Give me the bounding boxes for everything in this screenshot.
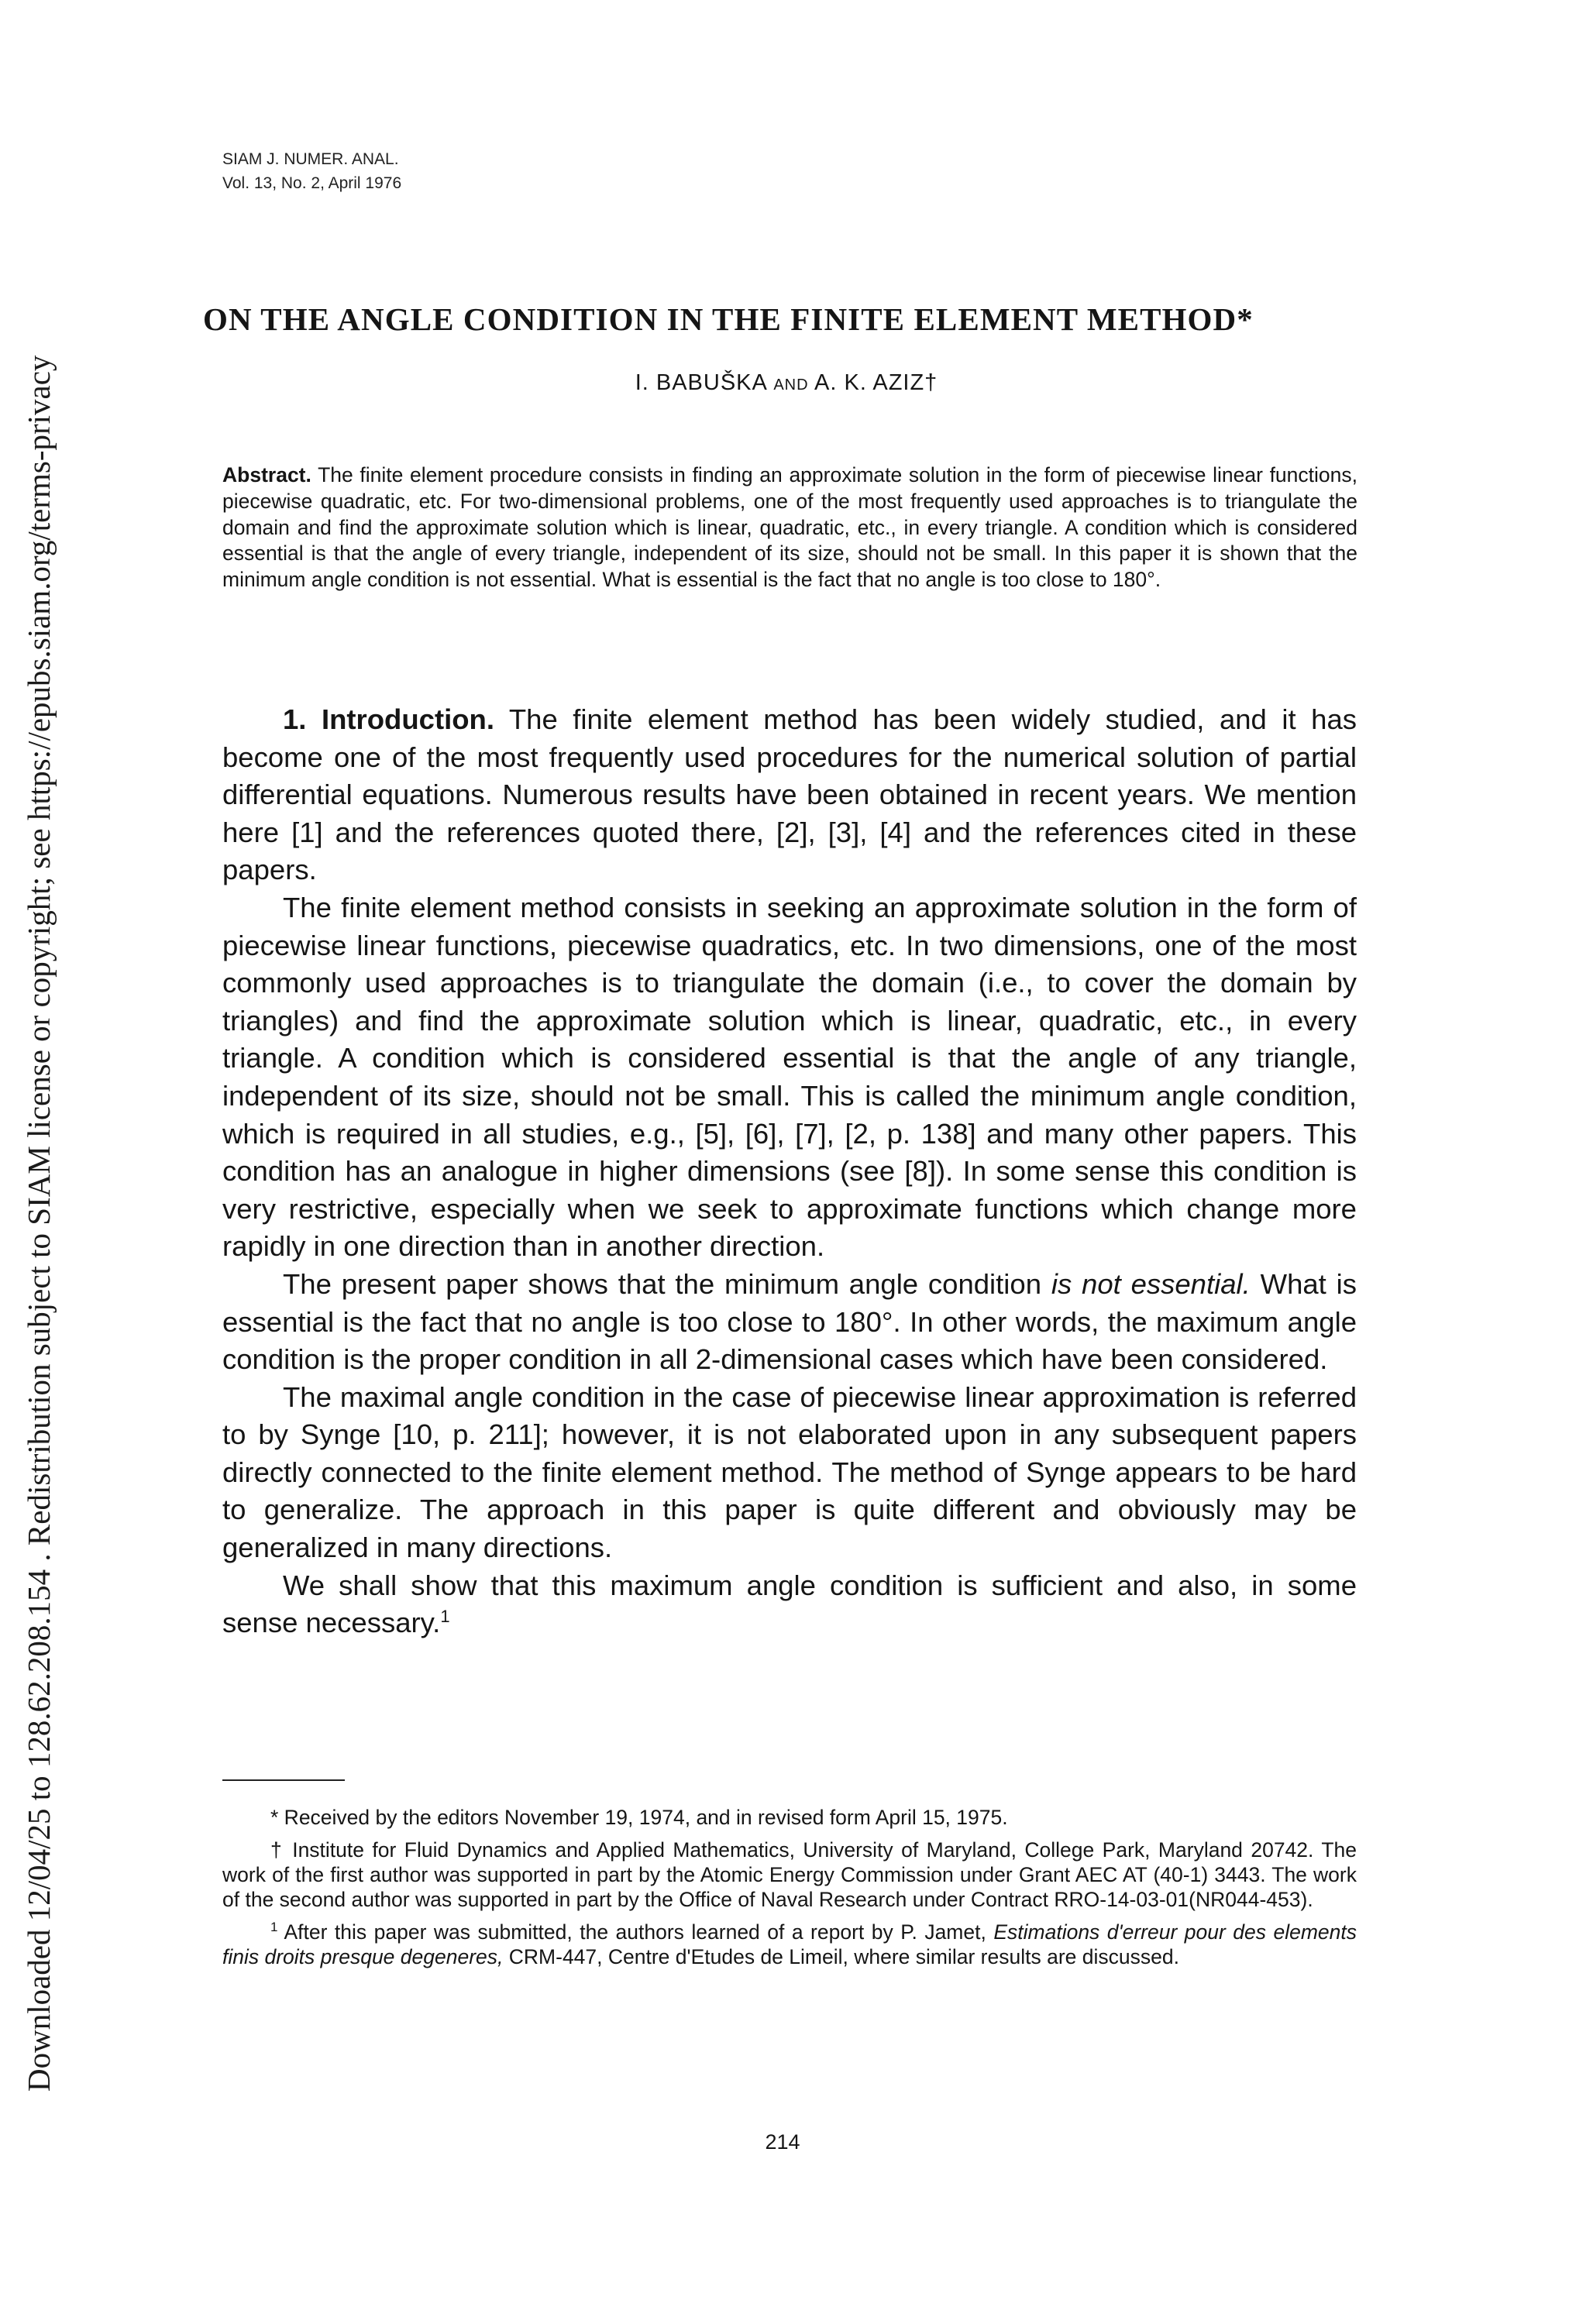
footnote-italic-title: Estimations d'erreur pour des elements finis droits presque degeneres, [222,1920,1357,1968]
abstract-text: The finite element procedure consists in finding an approximate solution in the form of piecewise linear functions, piecewise quadratic, etc. For two-dimensional problems, one of the most frequently used approaches is to triangulate the domain and find the approximate solution which is linear, quadratic, etc., in every triangle. A condition which is considered essential is that the angle of every triangle, independent of its size, should not be small. In this paper it is shown that the minimum angle condition is not essential. What is essential is the fact that no angle is too close to 180°. [222,463,1357,592]
paragraph [222,1266,1357,1379]
abstract-label: Abstract. [222,463,311,486]
introduction-section [222,701,1357,1642]
paragraph: The maximal angle condition in the case of piecewise linear approximation is referred to by Synge [10, p. 211]; however, it is not elaborated upon in any subsequent papers directly connected to the finite element method. The method of Synge appears to be hard to generalize. The approach in this paper is quite different and obviously may be generalized in many directions. [222,1380,1357,1564]
footnote-marker: 1 [270,1920,278,1935]
paper-title: ON THE ANGLE CONDITION IN THE FINITE ELEMENT METHOD* [203,301,1254,337]
page-number: 214 [765,2130,800,2154]
paragraph-text: The present paper shows that the minimum angle condition [283,1267,1042,1300]
footnote-one [222,1920,1357,1969]
paragraph-text: We shall show that this maximum angle condition is sufficient and also, in some sense necessary. [222,1569,1357,1639]
paragraph: The finite element method consists in seeking an approximate solution in the form of piecewise linear functions, piecewise quadratics, etc. In two dimensions, one of the most commonly used approaches is to triangulate the domain (i.e., to cover the domain by triangles) and find the approximate solution which is linear, quadratic, etc., in every triangle. A condition which is considered essential is that the angle of any triangle, independent of its size, should not be small. This is called the minimum angle condition, which is required in all studies, e.g., [5], [6], [7], [2, p. 138] and many other papers. This condition has an analogue in higher dimensions (see [8]). In some sense this condition is very restrictive, especially when we seek to approximate functions which change more rapidly in one direction than in another direction. [222,891,1357,1263]
paragraph-text: The finite element method has been widely studied, and it has become one of the most frequently used procedures for the numerical solution of partial differential equations. Numerous results have been obtained in recent years. We mention here [1] and the references quoted there, [2], [3], [4] and the references cited in these papers. [222,703,1357,886]
journal-volume: Vol. 13, No. 2, April 1976 [222,174,402,192]
author-second: A. K. AZIZ† [814,370,938,395]
emphasis-text: is not essential. [1051,1267,1251,1300]
author-conjunction: AND [773,376,809,394]
footnotes [222,1805,1357,1977]
footnote-text: CRM-447, Centre d'Etudes de Limeil, where similar results are discussed. [508,1945,1179,1968]
section-heading: 1. Introduction. [283,703,494,735]
footnote-divider [222,1779,345,1781]
footnote-text: After this paper was submitted, the authors learned of a report by P. Jamet, [284,1920,986,1944]
author-line [217,367,1356,401]
journal-name: SIAM J. NUMER. ANAL. [222,150,399,168]
author-first: I. BABUŠKA [635,370,767,395]
paragraph [222,1567,1357,1642]
journal-header [222,147,401,195]
footnote-marker: 1 [440,1607,450,1627]
abstract [222,462,1357,593]
download-notice: Downloaded 12/04/25 to 128.62.208.154 . Redistribution subject to SIAM license or copyright; see https://epubs.siam.org/terms-privacy [21,355,57,2092]
paragraph-text: What is essential is the fact that no angle is too close to 180°. In other words, the maximum angle condition is the proper condition in all 2-dimensional cases which have been considered. [222,1267,1357,1376]
footnote-affiliation: † Institute for Fluid Dynamics and Applied Mathematics, University of Maryland, College Park, Maryland 20742. The work of the first author was supported in part by the Atomic Energy Commission under Grant AEC AT (40-1) 3443. The work of the second author was supported in part by the Office of Naval Research under Contract RRO-14-03-01(NR044-453). [222,1838,1357,1911]
paragraph [222,701,1357,889]
footnote-received: * Received by the editors November 19, 1974, and in revised form April 15, 1975. [270,1806,1008,1829]
